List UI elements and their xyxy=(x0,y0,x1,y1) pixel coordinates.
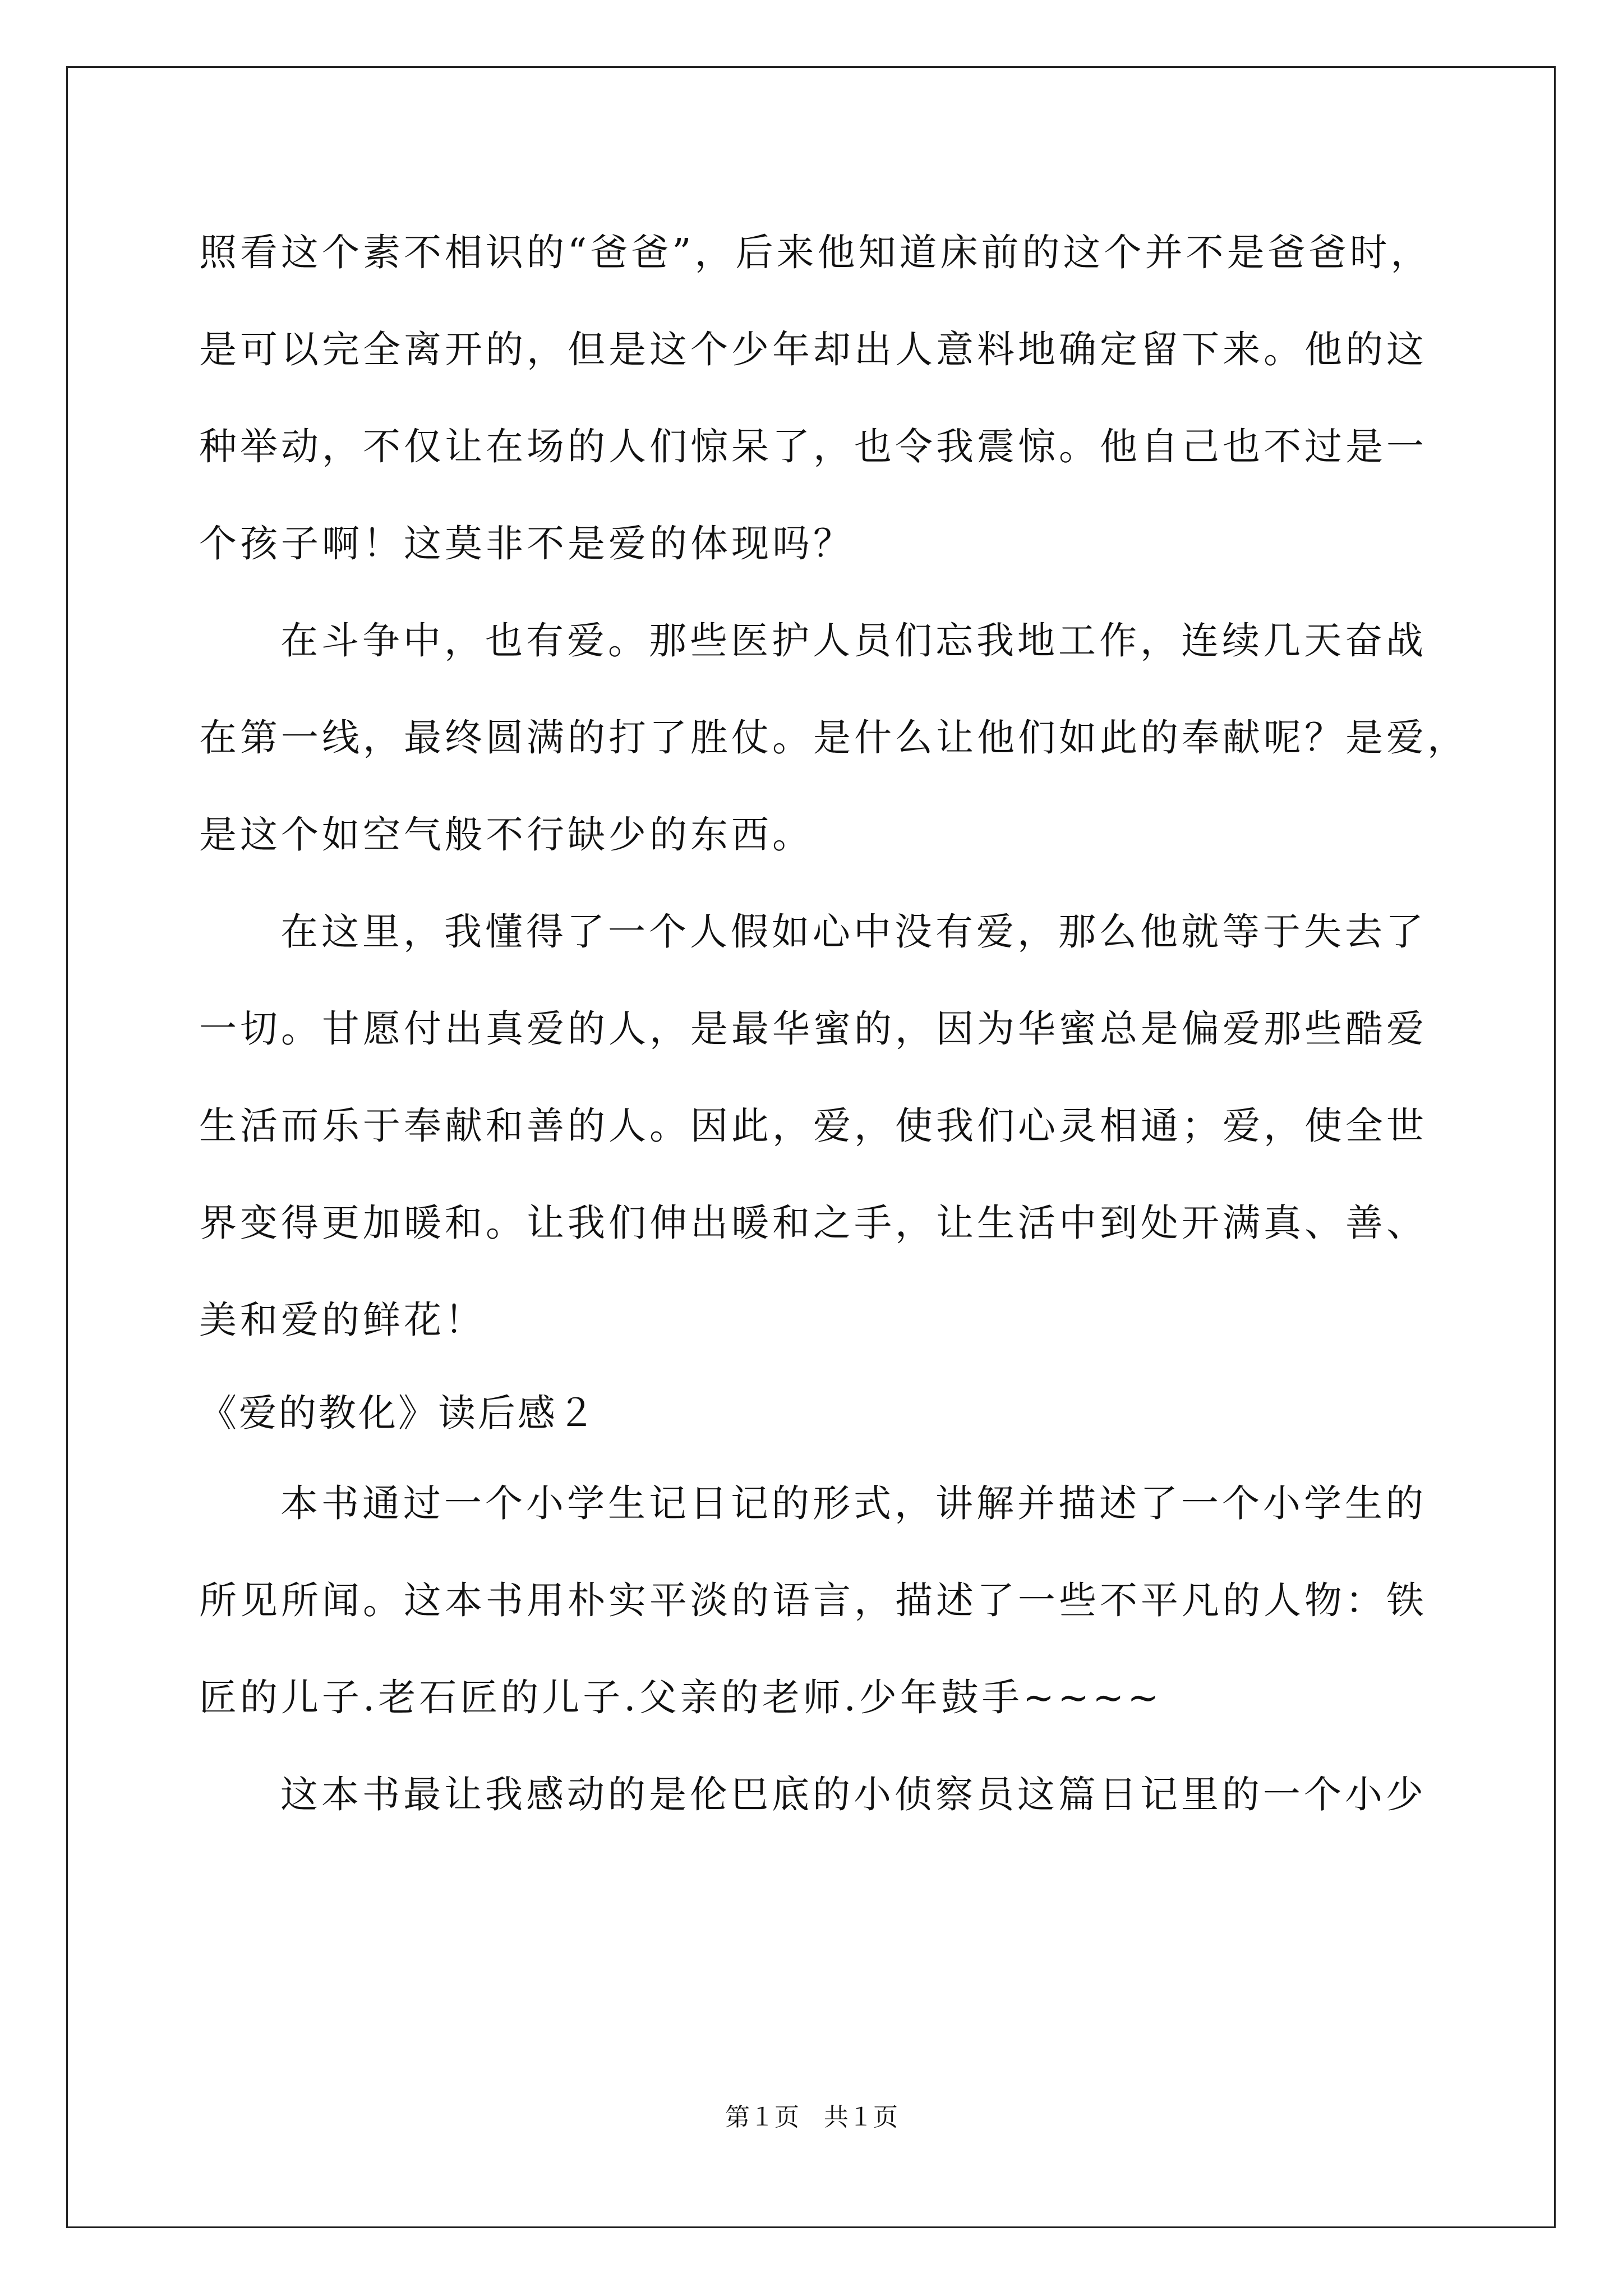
text-line: 匠的儿子.老石匠的儿子.父亲的老师.少年鼓手~~~~ xyxy=(199,1676,1163,1719)
text-line: 生活而乐于奉献和善的人。因此，爱，使我们心灵相通；爱，使全世 xyxy=(199,1104,1427,1148)
section-heading: 《爱的教化》读后感２ xyxy=(199,1391,597,1435)
paragraph-start-line: 在这里，我懂得了一个人假如心中没有爱，那么他就等于失去了 xyxy=(280,910,1427,954)
text-line: 界变得更加暖和。让我们伸出暖和之手，让生活中到处开满真、善、 xyxy=(199,1201,1427,1245)
text-line: 是可以完全离开的，但是这个少年却出人意料地确定留下来。他的这 xyxy=(199,328,1427,371)
text-line: 是这个如空气般不行缺少的东西。 xyxy=(199,813,813,857)
text-line: 在第一线，最终圆满的打了胜仗。是什么让他们如此的奉献呢？是爱， xyxy=(199,716,1468,760)
paragraph-start-line: 在斗争中，也有爱。那些医护人员们忘我地工作，连续几天奋战 xyxy=(280,619,1427,662)
text-line: 个孩子啊！这莫非不是爱的体现吗？ xyxy=(199,522,854,565)
page-footer: 第１页 共１页 xyxy=(725,2103,898,2132)
text-line: 所见所闻。这本书用朴实平淡的语言，描述了一些不平凡的人物：铁 xyxy=(199,1579,1427,1622)
text-line: 种举动，不仅让在场的人们惊呆了，也令我震惊。他自己也不过是一 xyxy=(199,425,1427,468)
paragraph-start-line: 本书通过一个小学生记日记的形式，讲解并描述了一个小学生的 xyxy=(280,1481,1427,1525)
text-line: 一切。甘愿付出真爱的人，是最华蜜的，因为华蜜总是偏爱那些酷爱 xyxy=(199,1007,1427,1051)
paragraph-start-line: 这本书最让我感动的是伦巴底的小侦察员这篇日记里的一个小少 xyxy=(280,1773,1427,1816)
text-line: 照看这个素不相识的“爸爸”，后来他知道床前的这个并不是爸爸时， xyxy=(199,231,1432,274)
text-line: 美和爱的鲜花！ xyxy=(199,1298,486,1342)
